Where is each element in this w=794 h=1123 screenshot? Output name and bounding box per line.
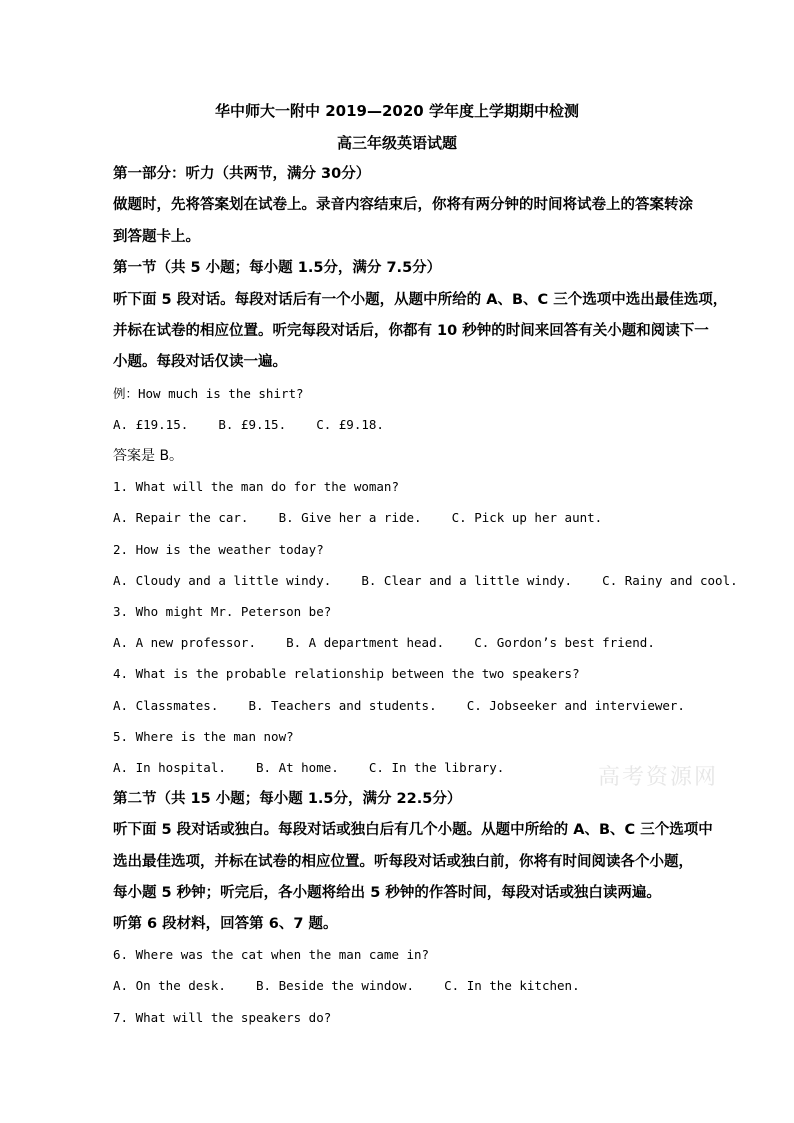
material-heading: 听第 6 段材料，回答第 6、7 题。 xyxy=(113,916,338,932)
section1-instruction-line: 听下面 5 段对话。每段对话后有一个小题，从题中所给的 A、B、C 三个选项中选出最佳选项， xyxy=(113,292,728,308)
question-options: A. In hospital. B. At home. C. In the library. xyxy=(113,760,505,775)
question-text: 3. Who might Mr. Peterson be? xyxy=(113,604,332,619)
watermark-logo: 高考资源网 xyxy=(598,765,719,790)
question-options: A. Cloudy and a little windy. B. Clear and a little windy. C. Rainy and cool. xyxy=(113,573,738,588)
part1-instruction-line: 做题时，先将答案划在试卷上。录音内容结束后，你将有两分钟的时间将试卷上的答案转涂 xyxy=(113,197,693,213)
question-text: 2. How is the weather today? xyxy=(113,542,324,557)
question-options: A. Repair the car. B. Give her a ride. C. Pick up her aunt. xyxy=(113,510,603,525)
question-options: A. On the desk. B. Beside the window. C. In the kitchen. xyxy=(113,978,580,993)
section2-instruction-line: 听下面 5 段对话或独白。每段对话或独白后有几个小题。从题中所给的 A、B、C 三个选项中 xyxy=(113,822,713,838)
part1-instruction-line: 到答题卡上。 xyxy=(113,229,200,245)
question-options: A. Classmates. B. Teachers and students. C. Jobseeker and interviewer. xyxy=(113,698,685,713)
example-options: A. £19.15. B. £9.15. C. £9.18. xyxy=(113,417,384,432)
question-text: 1. What will the man do for the woman? xyxy=(113,479,399,494)
question-text: 4. What is the probable relationship between the two speakers? xyxy=(113,666,580,681)
section1-heading: 第一节（共 5 小题；每小题 1.5分，满分 7.5分） xyxy=(113,260,442,276)
section2-heading: 第二节（共 15 小题；每小题 1.5分，满分 22.5分） xyxy=(113,791,462,807)
section1-instruction-line: 并标在试卷的相应位置。听完每段对话后，你都有 10 秒钟的时间来回答有关小题和阅读下一 xyxy=(113,323,709,339)
section2-instruction-line: 每小题 5 秒钟；听完后，各小题将给出 5 秒钟的作答时间，每段对话或独白读两遍。 xyxy=(113,885,661,901)
section1-instruction-line: 小题。每段对话仅读一遍。 xyxy=(113,354,287,370)
example-answer: 答案是 B。 xyxy=(113,448,184,464)
section2-instruction-line: 选出最佳选项，并标在试卷的相应位置。听每段对话或独白前，你将有时间阅读各个小题， xyxy=(113,854,693,870)
question-text: 7. What will the speakers do? xyxy=(113,1010,332,1025)
exam-subtitle: 高三年级英语试题 xyxy=(336,134,457,152)
question-options: A. A new professor. B. A department head. C. Gordon’s best friend. xyxy=(113,635,655,650)
part1-heading: 第一部分：听力（共两节，满分 30分） xyxy=(113,166,371,182)
example-question: 例：How much is the shirt? xyxy=(113,386,304,401)
question-text: 5. Where is the man now? xyxy=(113,729,294,744)
question-text: 6. Where was the cat when the man came in? xyxy=(113,947,430,962)
exam-title: 华中师大一附中 2019—2020 学年度上学期期中检测 xyxy=(215,102,579,120)
